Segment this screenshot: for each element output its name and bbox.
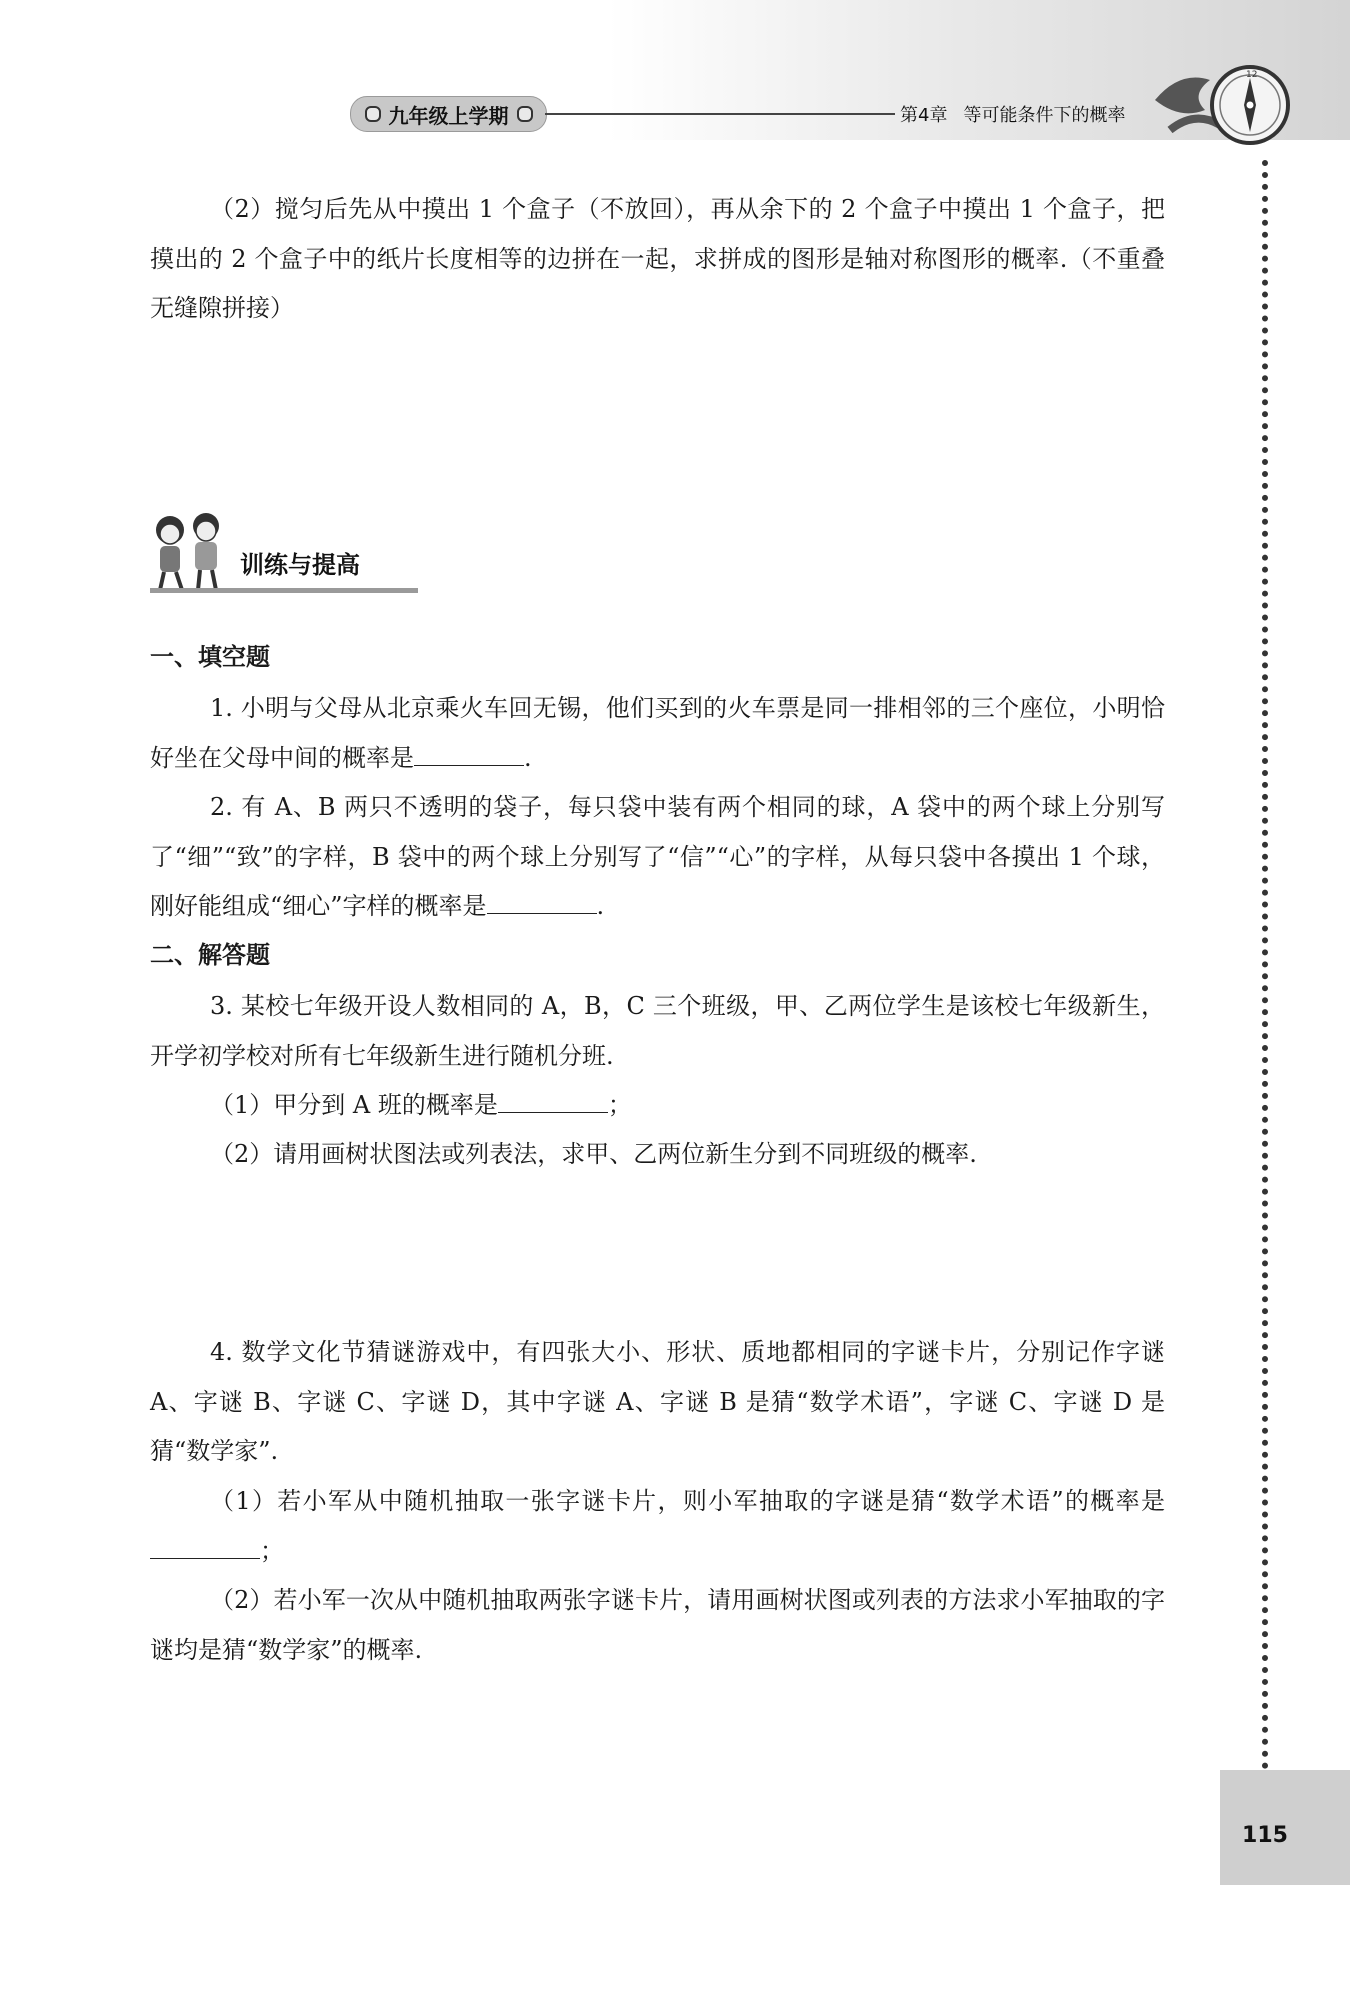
question-3-part-1-end: ； <box>607 1091 632 1119</box>
pill-dot-icon <box>517 106 533 122</box>
question-1-end: . <box>524 743 532 772</box>
header-rule <box>545 113 895 115</box>
answer-blank <box>498 1090 608 1113</box>
question-2-text: 2. 有 A、B 两只不透明的袋子，每只袋中装有两个相同的球，A 袋中的两个球上分别写了“细”“致”的字样，B 袋中的两个球上分别写了“信”“心”的字样，从每只袋中各摸出 1 个球，刚好能组成“细心”字样的概率是 <box>150 793 1165 920</box>
section-banner-title: 训练与提高 <box>240 551 360 579</box>
question-3-part-1 <box>150 1081 1165 1131</box>
margin-dotted-rule <box>1262 160 1268 1770</box>
semester-badge <box>350 96 547 132</box>
chapter-title: 等可能条件下的概率 <box>963 105 1126 126</box>
question-3: 3. 某校七年级开设人数相同的 A，B，C 三个班级，甲、乙两位学生是该校七年级新生，开学初学校对所有七年级新生进行随机分班. <box>150 992 1165 1070</box>
section-heading-answer: 二、解答题 <box>150 941 270 969</box>
question-4-part-2: （2）若小军一次从中随机抽取两张字谜卡片，请用画树状图或列表的方法求小军抽取的字谜均是猜“数学家”的概率. <box>150 1586 1165 1664</box>
question-1 <box>150 684 1165 783</box>
compass-runner-icon <box>1150 50 1300 150</box>
intro-paragraph: （2）搅匀后先从中摸出 1 个盒子（不放回），再从余下的 2 个盒子中摸出 1 个盒子，把摸出的 2 个盒子中的纸片长度相等的边拼在一起，求拼成的图形是轴对称图形的概率.（不重叠无缝隙拼接） <box>150 195 1165 322</box>
page-number: 115 <box>1242 1823 1288 1848</box>
svg-text:12: 12 <box>1246 70 1258 80</box>
question-3-part-1-text: （1）甲分到 A 班的概率是 <box>210 1091 498 1119</box>
question-4-part-1 <box>150 1477 1165 1576</box>
section-heading-fill: 一、填空题 <box>150 643 270 671</box>
answer-blank <box>414 743 524 766</box>
question-3-part-2: （2）请用画树状图法或列表法，求甲、乙两位新生分到不同班级的概率. <box>210 1140 977 1168</box>
banner-underline <box>150 588 418 593</box>
question-2 <box>150 783 1165 932</box>
chapter-number: 第4章 <box>900 105 948 126</box>
question-4: 4. 数学文化节猜谜游戏中，有四张大小、形状、质地都相同的字谜卡片，分别记作字谜 A、字谜 B、字谜 C、字谜 D，其中字谜 A、字谜 B 是猜“数学术语”，字谜 C、字谜 D 是猜“数学家”. <box>150 1338 1165 1465</box>
question-1-text: 1. 小明与父母从北京乘火车回无锡，他们买到的火车票是同一排相邻的三个座位，小明恰好坐在父母中间的概率是 <box>150 694 1165 772</box>
chapter-label <box>900 99 1125 129</box>
question-4-part-1-text: （1）若小军从中随机抽取一张字谜卡片，则小军抽取的字谜是猜“数学术语”的概率是 <box>210 1487 1165 1515</box>
pill-dot-icon <box>365 106 381 122</box>
question-2-end: . <box>596 892 605 920</box>
answer-blank <box>487 891 597 914</box>
question-4-part-1-end: ； <box>260 1536 284 1565</box>
semester-label: 九年级上学期 <box>388 103 509 128</box>
header-band <box>0 0 1350 140</box>
answer-blank <box>150 1536 260 1559</box>
